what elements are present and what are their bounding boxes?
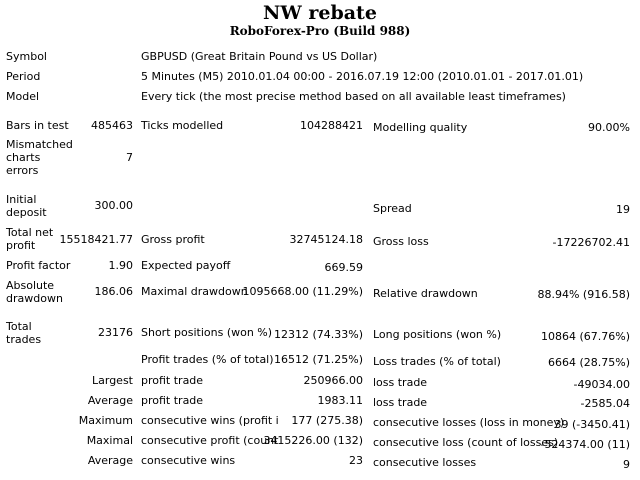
trades-value: 23176 (98, 326, 133, 339)
long-label: Long positions (won %) (373, 328, 502, 341)
reldd-value: 88.94% (916.58) (537, 288, 630, 301)
average-loss-label: loss trade (373, 396, 428, 409)
avg-wins-label: consecutive wins (141, 454, 236, 467)
avg-losses-label: consecutive losses (373, 456, 477, 469)
report-subtitle: RoboForex-Pro (Build 988) (229, 24, 411, 38)
netprofit-value: 15518421.77 (59, 233, 133, 246)
max-wins-value: 177 (275.38) (291, 414, 363, 427)
payoff-label: Expected payoff (141, 259, 231, 272)
netprofit-label-line1: Total net (6, 226, 54, 239)
deposit-label-line1: Initial (6, 193, 37, 206)
pf-label: Profit factor (6, 259, 71, 272)
reldd-label: Relative drawdown (373, 287, 478, 300)
ticks-value: 104288421 (300, 119, 363, 132)
short-label: Short positions (won %) (141, 326, 273, 339)
period-value: 5 Minutes (M5) 2010.01.04 00:00 - 2016.07.19 12:00 (2010.01.01 - 2017.01.01) (141, 70, 584, 83)
grossloss-value: -17226702.41 (552, 236, 630, 249)
profit-trades-value: 16512 (71.25%) (273, 353, 363, 366)
average-profit-value: 1983.11 (317, 394, 363, 407)
average-consecutive-label: Average (87, 454, 133, 467)
report-title: NW rebate (263, 2, 377, 24)
absdd-label-line1: Absolute (6, 279, 55, 292)
grossprofit-value: 32745124.18 (289, 233, 363, 246)
mismatch-label-line1: Mismatched (6, 138, 73, 151)
bars-value: 485463 (91, 119, 133, 132)
pf-value: 1.90 (108, 259, 133, 272)
avg-wins-value: 23 (349, 454, 363, 467)
avg-losses-value: 9 (623, 458, 630, 471)
largest-profit-value: 250966.00 (303, 374, 363, 387)
mismatch-value: 7 (126, 151, 133, 164)
absdd-value: 186.06 (94, 285, 133, 298)
largest-loss-value: -49034.00 (573, 378, 630, 391)
maximal-loss-value: -524374.00 (11) (540, 438, 630, 451)
max-wins-label: consecutive wins (profit i (141, 414, 279, 427)
maximal-profit-label: consecutive profit (count (141, 434, 279, 447)
symbol-value: GBPUSD (Great Britain Pound vs US Dollar) (141, 50, 378, 63)
maximal-label: Maximal (86, 434, 133, 447)
largest-label: Largest (92, 374, 133, 387)
max-losses-value: 39 (-3450.41) (554, 418, 630, 431)
average-profit-label: profit trade (141, 394, 204, 407)
largest-loss-label: loss trade (373, 376, 428, 389)
ticks-label: Ticks modelled (141, 119, 224, 132)
bars-label: Bars in test (6, 119, 69, 132)
short-value: 12312 (74.33%) (273, 328, 363, 341)
absdd-label-line2: drawdown (6, 292, 63, 305)
deposit-label-line2: deposit (6, 206, 47, 219)
loss-trades-label: Loss trades (% of total) (373, 355, 501, 368)
model-value: Every tick (the most precise method based on all available least timeframes) (141, 90, 566, 103)
maxdd-value: 1095668.00 (11.29%) (242, 285, 363, 298)
symbol-label: Symbol (6, 50, 47, 63)
model-label: Model (6, 90, 40, 103)
period-label: Period (6, 70, 41, 83)
profit-trades-label: Profit trades (% of total) (141, 353, 274, 366)
quality-label: Modelling quality (373, 121, 468, 134)
trades-label-line1: Total (6, 320, 32, 333)
max-losses-label: consecutive losses (loss in money) (373, 416, 565, 429)
maximal-loss-label: consecutive loss (count of losses) (373, 436, 559, 449)
maximum-label: Maximum (78, 414, 133, 427)
maximal-profit-value: 3415226.00 (132) (263, 434, 363, 447)
largest-profit-label: profit trade (141, 374, 204, 387)
grossprofit-label: Gross profit (141, 233, 205, 246)
average-label: Average (87, 394, 133, 407)
mismatch-label-line2: charts (6, 151, 41, 164)
netprofit-label-line2: profit (6, 239, 36, 252)
long-value: 10864 (67.76%) (540, 330, 630, 343)
grossloss-label: Gross loss (373, 235, 429, 248)
payoff-value: 669.59 (324, 261, 363, 274)
average-loss-value: -2585.04 (580, 397, 630, 410)
trades-label-line2: trades (6, 333, 42, 346)
mismatch-label-line3: errors (6, 164, 39, 177)
maxdd-label: Maximal drawdown (141, 285, 248, 298)
spread-value: 19 (616, 203, 630, 216)
loss-trades-value: 6664 (28.75%) (547, 356, 630, 369)
spread-label: Spread (373, 202, 412, 215)
deposit-value: 300.00 (94, 199, 133, 212)
quality-value: 90.00% (588, 121, 630, 134)
